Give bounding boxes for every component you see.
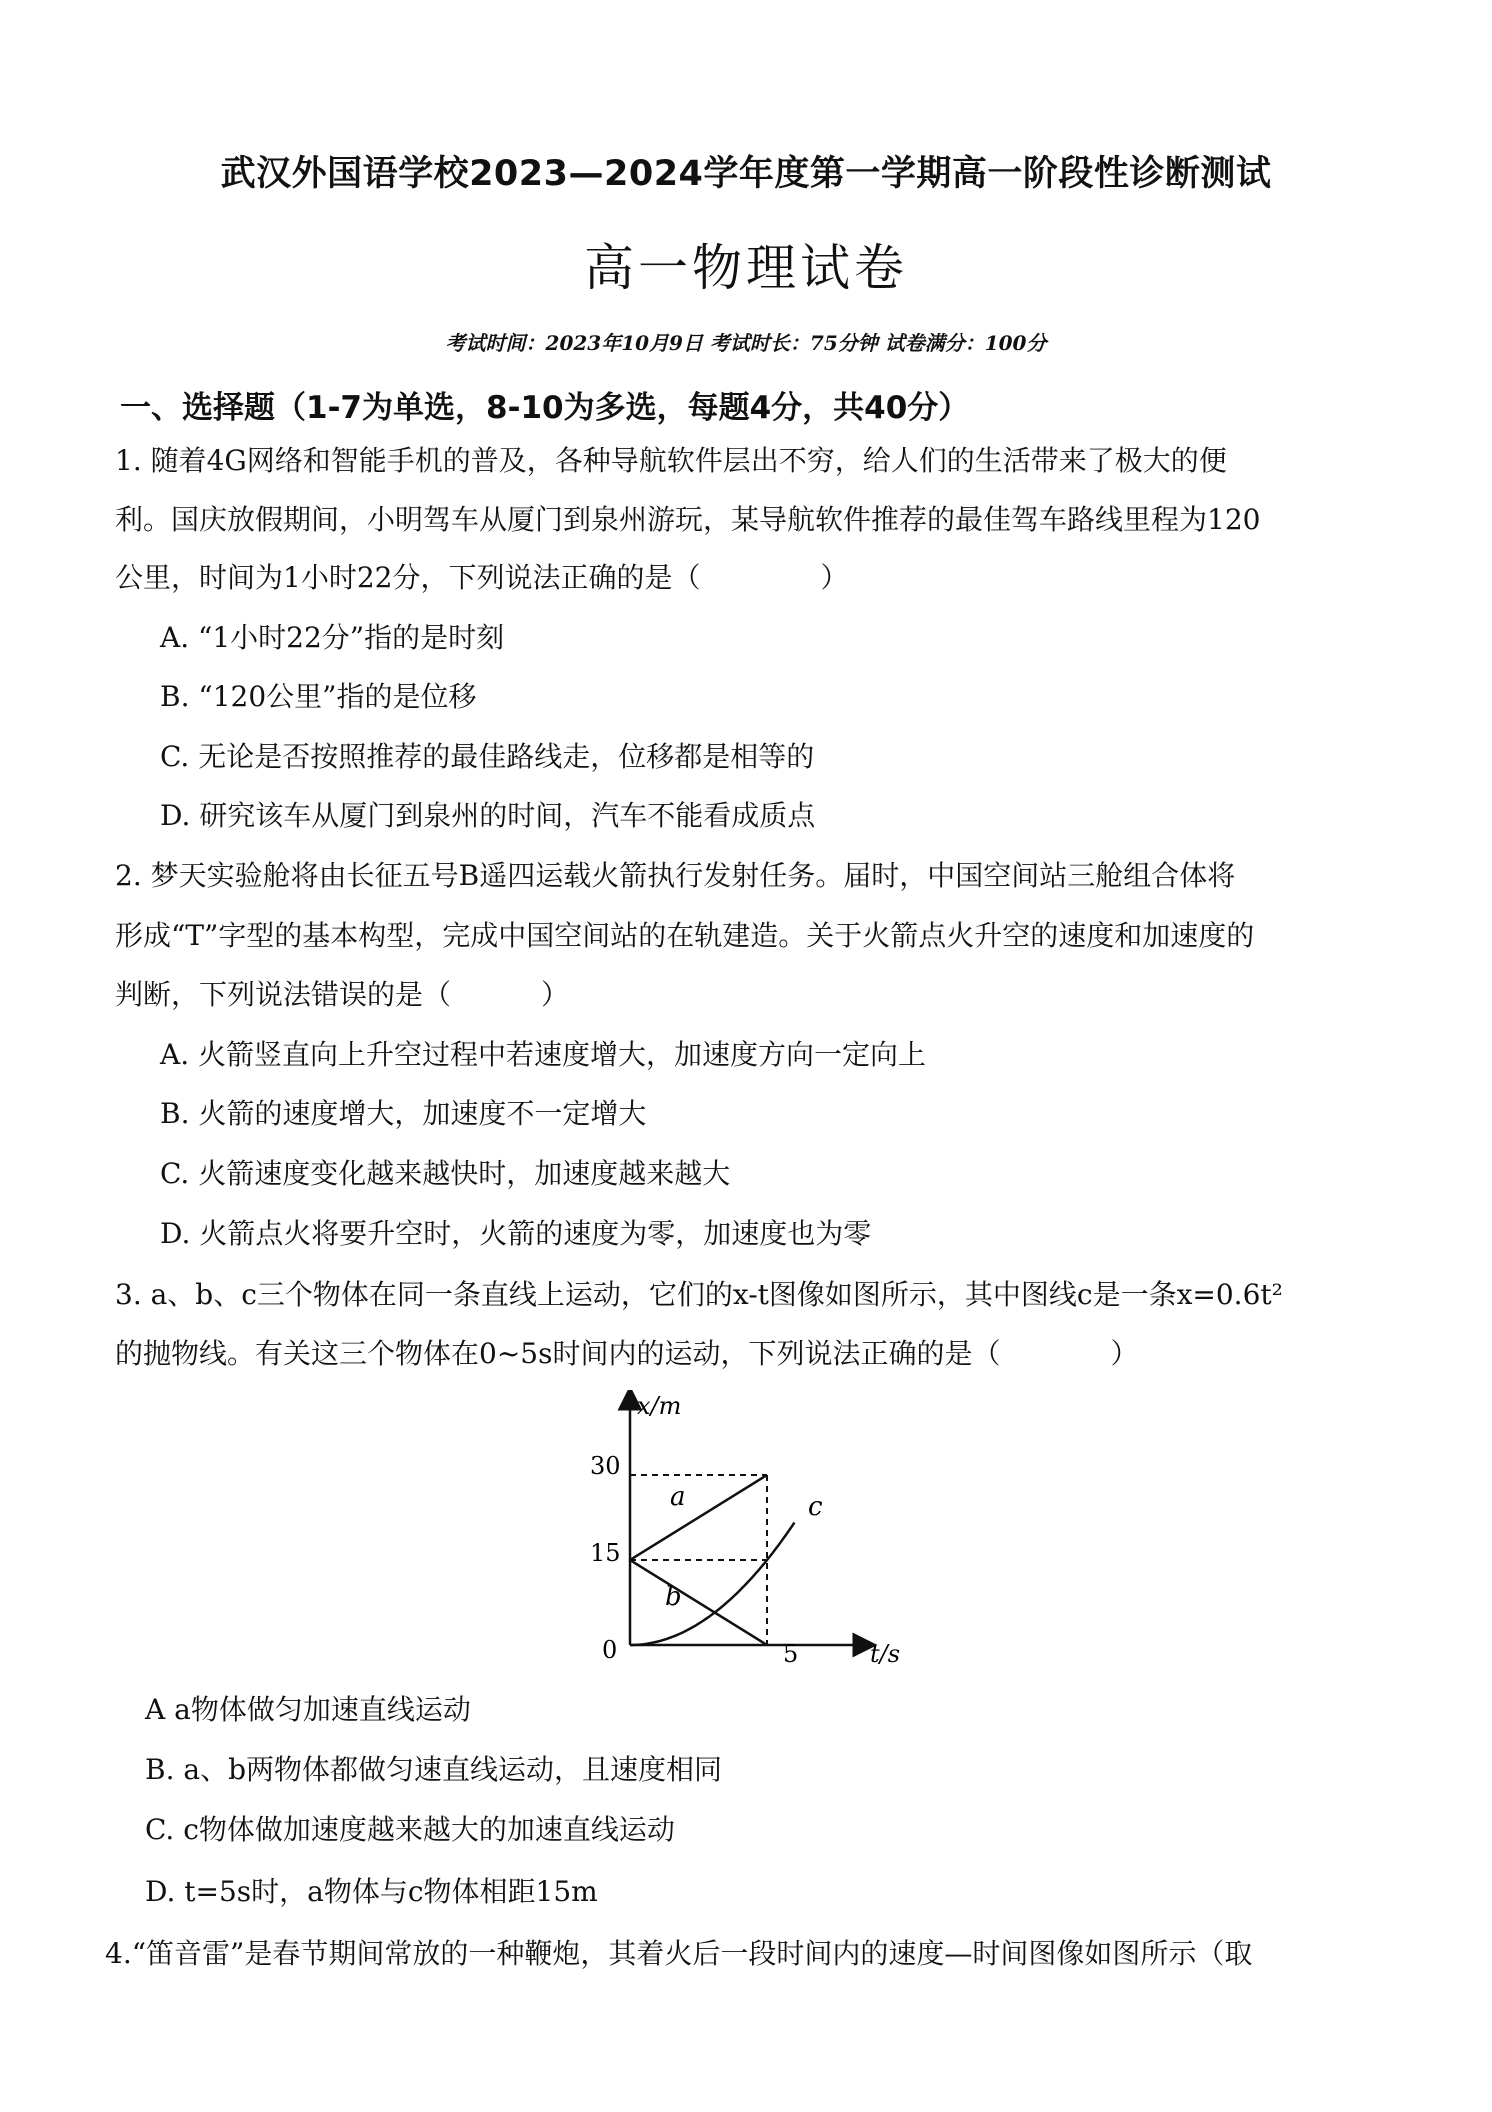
q1-line-3 <box>115 558 848 598</box>
graph-labels <box>590 1392 900 1668</box>
curve-label-a: a <box>670 1482 686 1512</box>
section-heading: 一、选择题（1-7为单选，8-10为多选，每题4分，共40分） <box>120 390 970 426</box>
q3-paren-close: ） <box>1110 1337 1139 1370</box>
q2-option-b: B. 火箭的速度增大，加速度不一定增大 <box>160 1097 647 1130</box>
curve-label-c: c <box>808 1492 823 1522</box>
q2-option-c: C. 火箭速度变化越来越快时，加速度越来越大 <box>160 1157 731 1190</box>
q2-line-3-text: 判断，下列说法错误的是（ <box>115 978 452 1011</box>
series-c-curve <box>630 1523 794 1645</box>
y-tick-15: 15 <box>590 1539 621 1567</box>
series-b-line <box>630 1560 767 1645</box>
q1-line-3-text: 公里，时间为1小时22分，下列说法正确的是（ <box>115 561 701 594</box>
graph-guides <box>630 1475 767 1645</box>
series-a-line <box>630 1475 767 1560</box>
q4-line-1: 4.“笛音雷”是春节期间常放的一种鞭炮，其着火后一段时间内的速度—时间图像如图所示（取 <box>105 1937 1253 1970</box>
q3-line-1: 3. a、b、c三个物体在同一条直线上运动，它们的x-t图像如图所示，其中图线c是一条x=0.6t² <box>115 1278 1283 1311</box>
q3-option-a: A a物体做匀加速直线运动 <box>145 1693 471 1726</box>
y-axis-label: x/m <box>637 1392 682 1420</box>
x-axis-label: t/s <box>870 1640 901 1668</box>
x-tick-5: 5 <box>783 1640 799 1668</box>
q1-line-2: 利。国庆放假期间，小明驾车从厦门到泉州游玩，某导航软件推荐的最佳驾车路线里程为120 <box>115 503 1261 536</box>
q3-line-2-text: 的抛物线。有关这三个物体在0~5s时间内的运动，下列说法正确的是（ <box>115 1337 1001 1370</box>
school-title: 武汉外国语学校2023—2024学年度第一学期高一阶段性诊断测试 <box>220 154 1272 194</box>
q1-option-a: A. “1小时22分”指的是时刻 <box>160 621 505 654</box>
q1-option-c: C. 无论是否按照推荐的最佳路线走，位移都是相等的 <box>160 740 815 773</box>
q3-option-c: C. c物体做加速度越来越大的加速直线运动 <box>145 1813 675 1846</box>
paper-title: 高一物理试卷 <box>584 239 908 297</box>
q3-option-b: B. a、b两物体都做匀速直线运动，且速度相同 <box>145 1753 722 1786</box>
q1-option-b: B. “120公里”指的是位移 <box>160 680 477 713</box>
q3-xt-graph <box>575 1390 915 1675</box>
q2-option-d: D. 火箭点火将要升空时，火箭的速度为零，加速度也为零 <box>160 1217 872 1250</box>
q1-line-1: 1. 随着4G网络和智能手机的普及，各种导航软件层出不穷，给人们的生活带来了极大的便 <box>115 444 1227 477</box>
exam-info: 考试时间：2023年10月9日 考试时长：75分钟 试卷满分：100分 <box>445 331 1047 355</box>
curve-label-b: b <box>665 1582 682 1612</box>
q3-option-d: D. t=5s时，a物体与c物体相距15m <box>145 1875 598 1908</box>
q1-option-d: D. 研究该车从厦门到泉州的时间，汽车不能看成质点 <box>160 799 816 832</box>
q2-line-1: 2. 梦天实验舱将由长征五号B遥四运载火箭执行发射任务。届时，中国空间站三舱组合体将 <box>115 859 1236 892</box>
q2-option-a: A. 火箭竖直向上升空过程中若速度增大，加速度方向一定向上 <box>160 1038 927 1071</box>
y-tick-30: 30 <box>590 1452 621 1480</box>
q2-line-2: 形成“T”字型的基本构型，完成中国空间站的在轨建造。关于火箭点火升空的速度和加速度的 <box>115 919 1255 952</box>
origin-label: 0 <box>602 1636 618 1664</box>
q3-line-2 <box>115 1334 1138 1374</box>
q1-paren-close: ） <box>820 561 849 594</box>
q2-line-3 <box>115 975 569 1015</box>
q2-paren-close: ） <box>541 978 570 1011</box>
